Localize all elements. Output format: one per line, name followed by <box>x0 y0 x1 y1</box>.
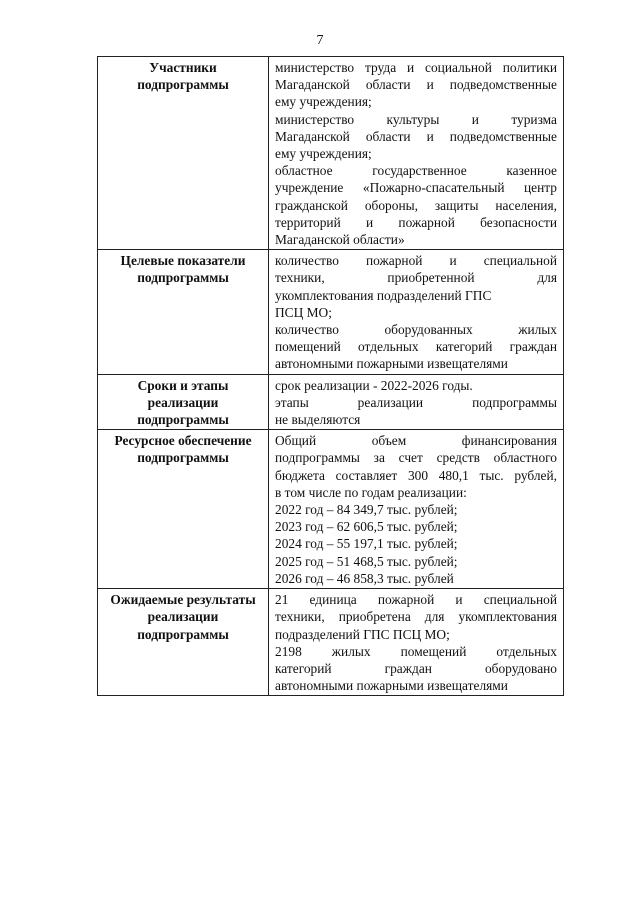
content-line: территорий и пожарной безопасности <box>275 214 557 230</box>
content-line: Общий объем финансирования <box>275 433 557 449</box>
content-line: количество пожарной и специальной <box>275 253 557 269</box>
table-row <box>98 374 564 430</box>
content-line: 2026 год – 46 858,3 тыс. рублей <box>275 570 454 586</box>
row-label-terms-stages: Сроки и этапы реализации подпрограммы <box>98 374 269 430</box>
content-line: техники, приобретенной для <box>275 270 557 286</box>
content-line: министерство труда и социальной политики <box>275 60 557 75</box>
content-line: министерство культуры и туризма <box>275 111 557 127</box>
content-line: ему учреждения; <box>275 94 372 110</box>
content-line: 2024 год – 55 197,1 тыс. рублей; <box>275 536 458 552</box>
content-line: автономными пожарными извещателями <box>275 356 508 372</box>
content-line: количество оборудованных жилых <box>275 322 557 338</box>
content-line: Магаданской области и подведомственные <box>275 128 557 144</box>
row-label-resource-support: Ресурсное обеспечение подпрограммы <box>98 430 269 589</box>
table-row <box>98 250 564 374</box>
content-line: подпрограммы за счет средств областного <box>275 450 557 466</box>
row-label-participants: Участники подпрограммы <box>98 57 269 250</box>
content-line: 2022 год – 84 349,7 тыс. рублей; <box>275 502 458 518</box>
content-line: Магаданской области» <box>275 232 405 248</box>
page-number: 7 <box>316 33 324 48</box>
row-content-terms-stages <box>269 374 564 430</box>
content-line: автономными пожарными извещателями <box>275 678 508 694</box>
content-line: областное государственное казенное <box>275 163 557 179</box>
content-line: помещений отдельных категорий граждан <box>275 339 557 355</box>
row-content-resource-support <box>269 430 564 589</box>
content-line: Магаданской области и подведомственные <box>275 77 557 93</box>
row-content-target-indicators <box>269 250 564 374</box>
subprogram-passport-table <box>97 56 564 696</box>
content-line: бюджета составляет 300 480,1 тыс. рублей, <box>275 467 557 483</box>
content-line: 21 единица пожарной и специальной <box>275 592 557 608</box>
row-label-target-indicators: Целевые показатели подпрограммы <box>98 250 269 374</box>
row-content-participants <box>269 57 564 250</box>
content-line: 2025 год – 51 468,5 тыс. рублей; <box>275 553 458 569</box>
content-line: техники, приобретена для укомплектования <box>275 609 557 625</box>
content-line: этапы реализации подпрограммы <box>275 394 557 410</box>
table-row <box>98 430 564 589</box>
table-row <box>98 57 564 250</box>
content-line: учреждение «Пожарно-спасательный центр <box>275 180 557 196</box>
content-line: 2023 год – 62 606,5 тыс. рублей; <box>275 519 458 535</box>
content-line: подразделений ГПС ПСЦ МО; <box>275 626 450 642</box>
row-content-expected-results <box>269 589 564 696</box>
content-line: срок реализации - 2022-2026 годы. <box>275 377 473 393</box>
content-line: укомплектования подразделений ГПС <box>275 287 492 303</box>
content-line: 2198 жилых помещений отдельных <box>275 643 557 659</box>
content-line: не выделяются <box>275 412 361 428</box>
content-line: гражданской обороны, защиты населения, <box>275 197 557 213</box>
content-line: категорий граждан оборудовано <box>275 660 557 676</box>
table-row <box>98 589 564 696</box>
row-label-expected-results: Ожидаемые результаты реализации подпрограммы <box>98 589 269 696</box>
content-line: ему учреждения; <box>275 146 372 162</box>
content-line: в том числе по годам реализации: <box>275 484 467 500</box>
content-line: ПСЦ МО; <box>275 304 332 320</box>
